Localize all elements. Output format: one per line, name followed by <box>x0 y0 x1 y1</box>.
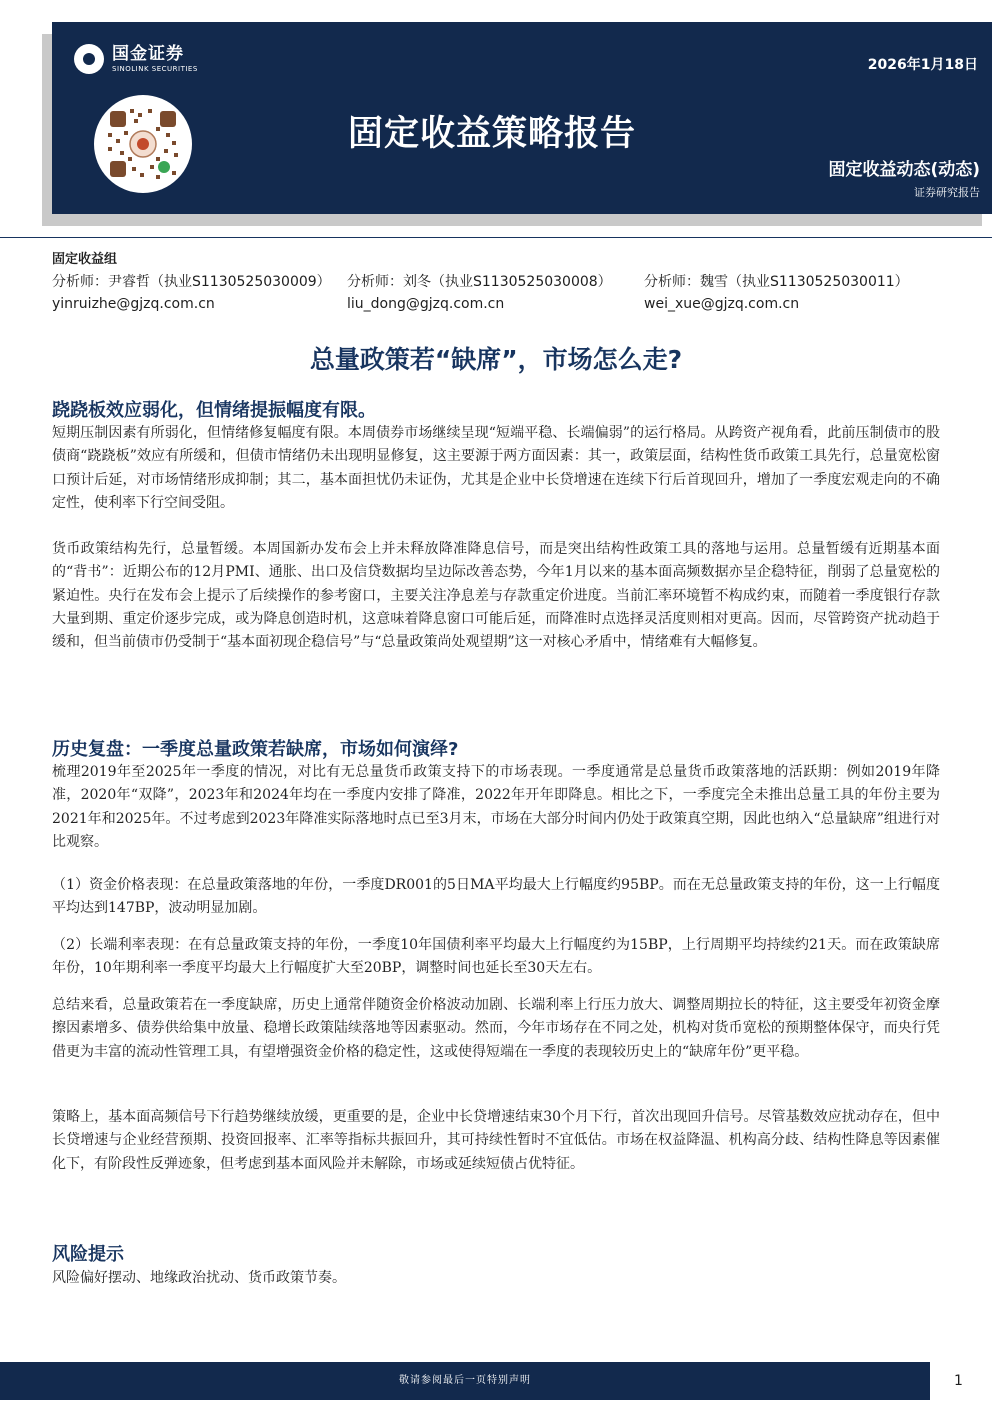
sinolink-logo-icon <box>74 44 104 74</box>
report-banner <box>52 22 992 214</box>
body-paragraph: 策略上，基本面高频信号下行趋势继续放缓，更重要的是，企业中长贷增速结束30个月下行，首次出现回升信号。尽管基数效应扰动存在，但中长贷增速与企业经营预期、投资回报率、汇率等指标共振回升，其可持续性暂时不宜低估。市场在权益降温、机构高分歧、结构性降息等因素催化下，有阶段性反弹迹象，但考虑到基本面风险并未解除，市场或延续短债占优特征。 <box>52 1109 940 1172</box>
company-logo <box>74 44 198 74</box>
analyst-entry <box>347 272 612 314</box>
body-paragraph: 风险偏好摆动、地缘政治扰动、货币政策节奏。 <box>52 1270 346 1286</box>
body-paragraph: 货币政策结构先行，总量暂缓。本周国新办发布会上并未释放降准降息信号，而是突出结构性政策工具的落地与运用。总量暂缓有近期基本面的“背书”：近期公布的12月PMI、通胀、出口及信贷数据均呈边际改善态势，今年1月以来的基本面高频数据亦呈企稳特征，削弱了总量宽松的紧迫性。央行在发布会上提示了后续操作的参考窗口，主要关注净息差与存款重定价进度。当前汇率环境暂不构成约束，而随着一季度银行存款大量到期、重定价逐步完成，或为降息创造时机，这意味着降息窗口可能后延，而降准时点选择灵活度则相对更高。因而，尽管跨资产扰动趋于缓和，但当前债市仍受制于“基本面初现企稳信号”与“总量政策尚处观望期”这一对核心矛盾中，情绪难有大幅修复。 <box>52 541 940 651</box>
body-paragraph: （2）长端利率表现：在有总量政策支持的年份，一季度10年国债利率平均最大上行幅度约为15BP，上行周期平均持续约21天。而在政策缺席年份，10年期利率一季度平均最大上行幅度扩大至20BP，调整时间也延长至30天左右。 <box>52 937 940 977</box>
footer-disclaimer: 敬请参阅最后一页特别声明 <box>0 1362 930 1400</box>
body-paragraph: 梳理2019年至2025年一季度的情况，对比有无总量货币政策支持下的市场表现。一季度通常是总量货币政策落地的活跃期：例如2019年降准，2020年“双降”，2023年和2024年均在一季度内安排了降准，2022年开年即降息。相比之下，一季度完全未推出总量工具的年份主要为2021年和2025年。不过考虑到2023年降准实际落地时点已至3月末，市场在大部分时间内仍处于政策真空期，因此也纳入“总量缺席”组进行对比观察。 <box>52 764 940 850</box>
body-paragraph: （1）资金价格表现：在总量政策落地的年份，一季度DR001的5日MA平均最大上行幅度约95BP。而在无总量政策支持的年份，这一上行幅度平均达到147BP，波动明显加剧。 <box>52 877 940 917</box>
body-paragraph: 总结来看，总量政策若在一季度缺席，历史上通常伴随资金价格波动加剧、长端利率上行压力放大、调整周期拉长的特征，这主要受年初资金摩擦因素增多、债券供给集中放量、稳增长政策陆续落地等因素驱动。然而，今年市场存在不同之处，机构对货币宽松的预期整体保守，而央行凭借更为丰富的流动性管理工具，有望增强资金价格的稳定性，这或使得短端在一季度的表现较历史上的“缺席年份”更平稳。 <box>52 997 940 1060</box>
report-headline: 总量政策若“缺席”，市场怎么走? <box>309 345 683 374</box>
report-subtype: 证券研究报告 <box>914 186 980 199</box>
body-paragraph: 短期压制因素有所弱化，但情绪修复幅度有限。本周债券市场继续呈现“短端平稳、长端偏弱”的运行格局。从跨资产视角看，此前压制债市的股债商“跷跷板”效应有所缓和，但债市情绪仍未出现明显修复，这主要源于两方面因素：其一，政策层面，结构性货币政策工具先行，总量宽松窗口预计后延，对市场情绪形成抑制；其二，基本面担忧仍未证伪，尤其是企业中长贷增速在连续下行后首现回升，增加了一季度宏观走向的不确定性，使利率下行空间受阻。 <box>52 425 940 511</box>
analyst-name: 分析师：尹睿哲（执业S1130525030009） <box>52 274 331 290</box>
analyst-entry <box>644 272 909 314</box>
report-title: 固定收益策略报告 <box>348 114 637 154</box>
report-type: 固定收益动态(动态) <box>828 160 980 180</box>
analyst-name: 分析师：刘冬（执业S1130525030008） <box>347 274 612 290</box>
analyst-name: 分析师：魏雪（执业S1130525030011） <box>644 274 909 290</box>
analyst-email[interactable]: liu_dong@gjzq.com.cn <box>347 296 505 312</box>
logo-name-en: SINOLINK SECURITIES <box>112 64 198 73</box>
research-group: 固定收益组 <box>52 252 118 267</box>
section-title: 跷跷板效应弱化，但情绪提振幅度有限。 <box>52 400 376 421</box>
report-date: 2026年1月18日 <box>867 57 978 73</box>
section-title: 历史复盘：一季度总量政策若缺席，市场如何演绎? <box>52 739 459 760</box>
logo-name-cn: 国金证券 <box>112 43 184 64</box>
section-title: 风险提示 <box>52 1244 124 1265</box>
analyst-entry <box>52 272 331 314</box>
analyst-email[interactable]: yinruizhe@gjzq.com.cn <box>52 296 215 312</box>
analyst-email[interactable]: wei_xue@gjzq.com.cn <box>644 296 800 312</box>
page-number: 1 <box>954 1373 963 1389</box>
header-divider <box>0 237 992 238</box>
qr-code-icon <box>94 95 192 193</box>
